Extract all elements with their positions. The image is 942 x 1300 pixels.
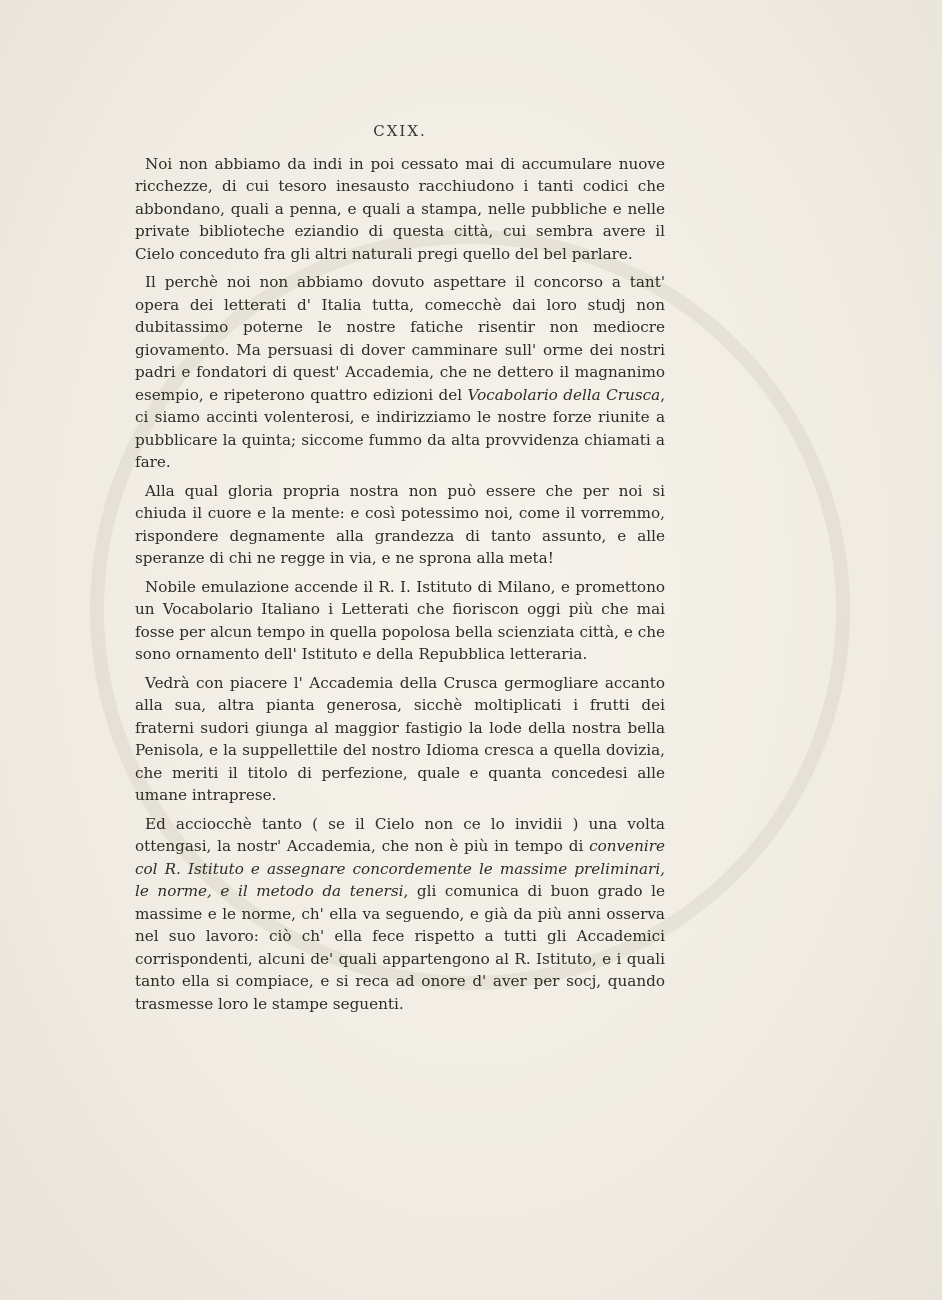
paragraph-2 bbox=[135, 271, 665, 474]
paragraph-5: Vedrà con piacere l' Accademia della Crusca germogliare accanto alla sua, altra pianta generosa, sicchè moltiplicati i frutti dei fraterni sudori giunga al maggior fastigio la lode della nostra bella Penisola, e la suppellettile del nostro Idioma cresca a quella dovizia, che meriti il titolo di perfezione, quale e quanta concedesi alle umane intraprese. bbox=[135, 673, 665, 804]
paragraph-4: Nobile emulazione accende il R. I. Istituto di Milano, e promettono un Vocabolario Italiano i Letterati che fioriscon oggi più che mai fosse per alcun tempo in quella popolosa bella scienziata città, e che sono ornamento dell' Istituto e della Repubblica letteraria. bbox=[135, 577, 665, 663]
paragraph-2-after: , ci siamo accinti volenterosi, e indirizziamo le nostre forze riunite a pubblicare la quinta; siccome fummo da alta provvidenza chiamati a fare. bbox=[135, 385, 666, 471]
paragraph-3: Alla qual gloria propria nostra non può essere che per noi si chiuda il cuore e la mente: e così potessimo noi, come il vorremmo, rispondere degnamente alla grandezza di tanto assunto, e alle speranze di chi ne regge in via, e ne sprona alla meta! bbox=[135, 481, 665, 567]
paragraph-6-before: Ed acciocchè tanto ( se il Cielo non ce lo invidii ) una volta ottengasi, la nostr' Accademia, che non è più in tempo di bbox=[135, 814, 665, 855]
paragraph-2-before: Il perchè noi non abbiamo dovuto aspettare il concorso a tant' opera dei letterati d' Italia tutta, comecchè dai loro studj non dubitassimo poterne le nostre fatiche risentir non mediocre giovamento. Ma persuasi di dover camminare sull' orme dei nostri padri e fondatori di quest' Accademia, che ne dettero il magnanimo esempio, e ripeterono quattro edizioni del bbox=[135, 273, 665, 404]
page-text-block bbox=[135, 120, 665, 1021]
paragraph-6-italic: convenire col R. Istituto e assegnare concordemente le massime preliminari, le norme, e il metodo da tenersi bbox=[135, 837, 665, 900]
paragraph-6 bbox=[135, 813, 665, 1016]
paragraph-1: Noi non abbiamo da indi in poi cessato mai di accumulare nuove ricchezze, di cui tesoro inesausto racchiudono i tanti codici che abbondano, quali a penna, e quali a stampa, nelle pubbliche e nelle private biblioteche eziandio di questa città, cui sembra avere il Cielo conceduto fra gli altri naturali pregi quello del bel parlare. bbox=[135, 154, 665, 263]
paragraph-6-after: , gli comunica di buon grado le massime e le norme, ch' ella va seguendo, e già da più anni osserva nel suo lavoro: ciò ch' ella fece rispetto a tutti gli Accademici corrispondenti, alcuni de' quali appartengono al R. Istituto, e i quali tanto ella si compiace, e si reca ad onore d' aver per socj, quando trasmesse loro le stampe seguenti. bbox=[135, 882, 665, 1013]
paragraph-2-italic: Vocabolario della Crusca bbox=[467, 385, 661, 404]
page-number: CXIX. bbox=[373, 122, 427, 140]
